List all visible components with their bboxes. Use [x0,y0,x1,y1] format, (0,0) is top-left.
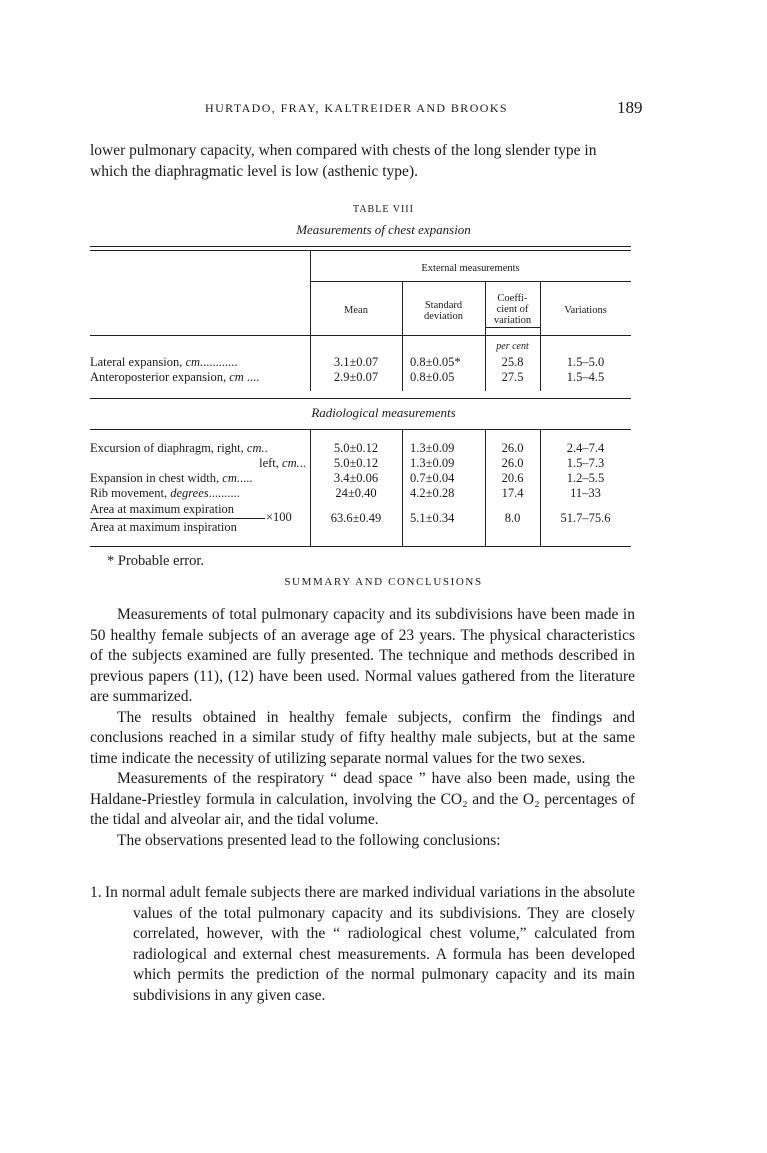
cell-range: 1.5–7.3 [566,456,605,470]
table-top-rule-2 [90,250,631,251]
cell-mean: 3.4±0.06 [333,471,379,485]
row-label-diaphragm-left: left, cm... [259,456,306,470]
cell-cv: 8.0 [504,511,521,525]
col-header-variations: Variations [564,305,607,316]
cell-cv: 20.6 [501,471,524,485]
cell-cv: 25.8 [501,355,524,369]
cell-cv: 26.0 [501,441,524,455]
ratio-fraction-bar [90,518,265,519]
ratio-numerator: Area at maximum expiration [90,502,235,516]
conclusion-item-1 [90,883,635,1006]
cell-range: 11–33 [570,486,601,500]
header-bottom-rule [90,335,631,336]
cell-sd: 0.8±0.05* [410,355,461,369]
cell-range: 1.5–4.5 [566,370,605,384]
cell-sd: 1.3±0.09 [410,441,455,455]
cell-cv: 27.5 [501,370,524,384]
col-rule-2b [402,430,403,546]
radiological-header-rule [90,429,631,430]
col-rule-2 [402,282,403,391]
cell-mean: 5.0±0.12 [333,441,379,455]
col-header-cv-line2: cient of [496,304,529,315]
cell-sd: 0.8±0.05 [410,370,455,384]
cell-cv: 26.0 [501,456,524,470]
group-header-rule [310,281,631,282]
cell-range: 51.7–75.6 [560,511,611,525]
cell-mean: 3.1±0.07 [333,355,379,369]
col-header-sd [402,300,485,322]
radiological-header: Radiological measurements [311,405,456,420]
table-label: TABLE VIII [353,204,414,215]
col-header-cv [485,293,540,326]
external-bottom-rule [90,398,631,399]
ratio-denominator: Area at maximum inspiration [90,520,237,534]
cell-range: 1.2–5.5 [566,471,605,485]
cell-range: 1.5–5.0 [566,355,605,369]
group-header: External measurements [421,263,520,274]
paragraph: The results obtained in healthy female subjects, confirm the findings and conclusions reached in a similar study of fifty healthy male subjects, but at the same time indicate the necessity of utilizing separate normal values for the two sexes. [90,708,635,767]
cv-header-underline [486,327,540,328]
summary-body [90,605,635,851]
paragraph: The observations presented lead to the following conclusions: [117,831,501,849]
col-header-cv-line3: variation [493,315,532,326]
table-footnote: * Probable error. [107,553,205,569]
cell-sd: 1.3±0.09 [410,456,455,470]
cell-cv: 17.4 [501,486,524,500]
paragraph: Measurements of the respiratory “ dead space ” have also been made, using the Haldane-Priestley formula in calculation, involving the CO₂ and the O₂ percentages of the tidal and alveolar air, and the tidal volume. [90,770,635,828]
col-header-cv-line1: Coeffi- [497,293,528,304]
cell-mean: 5.0±0.12 [333,456,379,470]
cell-mean: 24±0.40 [335,486,377,500]
col-header-sd-line2: deviation [423,311,464,322]
cell-mean: 2.9±0.07 [333,370,379,384]
unit-note: per cent [496,341,529,352]
row-label-rib-movement: Rib movement, degrees.......... [90,486,240,500]
row-label-chest-width: Expansion in chest width, cm..... [90,471,253,485]
intro-text: lower pulmonary capacity, when compared with chests of the long slender type in which the diaphragmatic level is low (asthenic type). [90,142,597,180]
section-title: SUMMARY AND CONCLUSIONS [284,576,483,588]
cell-sd: 5.1±0.34 [410,511,455,525]
table-top-rule [90,246,631,247]
cell-sd: 0.7±0.04 [410,471,455,485]
table-bottom-rule [90,546,631,547]
ratio-multiplier: ×100 [266,510,292,524]
conclusion-number: 1. [90,884,102,901]
col-header-mean: Mean [344,305,368,316]
table-caption: Measurements of chest expansion [296,222,471,237]
cell-range: 2.4–7.4 [566,441,605,455]
row-label-diaphragm-right: Excursion of diaphragm, right, cm.. [90,441,268,455]
cell-mean: 63.6±0.49 [330,511,382,525]
cell-sd: 4.2±0.28 [410,486,455,500]
row-label-anteroposterior: Anteroposterior expansion, cm .... [90,370,260,384]
conclusion-text: In normal adult female subjects there are marked individual variations in the absolute values of the total pulmonary capacity and its subdivisions. They are closely correlated, however, with the “ radiological chest volume,” calculated from radiological and external chest measurements. A formula has been developed which permits the prediction of the normal pulmonary capacity and its main subdivisions in any given case. [105,884,635,1004]
col-header-sd-line1: Standard [424,300,463,311]
page-number: 189 [617,98,643,117]
row-label-lateral: Lateral expansion, cm............ [90,355,238,369]
paragraph: Measurements of total pulmonary capacity and its subdivisions have been made in 50 healthy female subjects of an average age of 23 years. The physical characteristics of the subjects examined are fully presented. The technique and methods described in previous papers (11), (12) have been used. Normal values gathered from the literature are summarized. [90,606,635,705]
running-head: HURTADO, FRAY, KALTREIDER AND BROOKS [205,101,508,115]
